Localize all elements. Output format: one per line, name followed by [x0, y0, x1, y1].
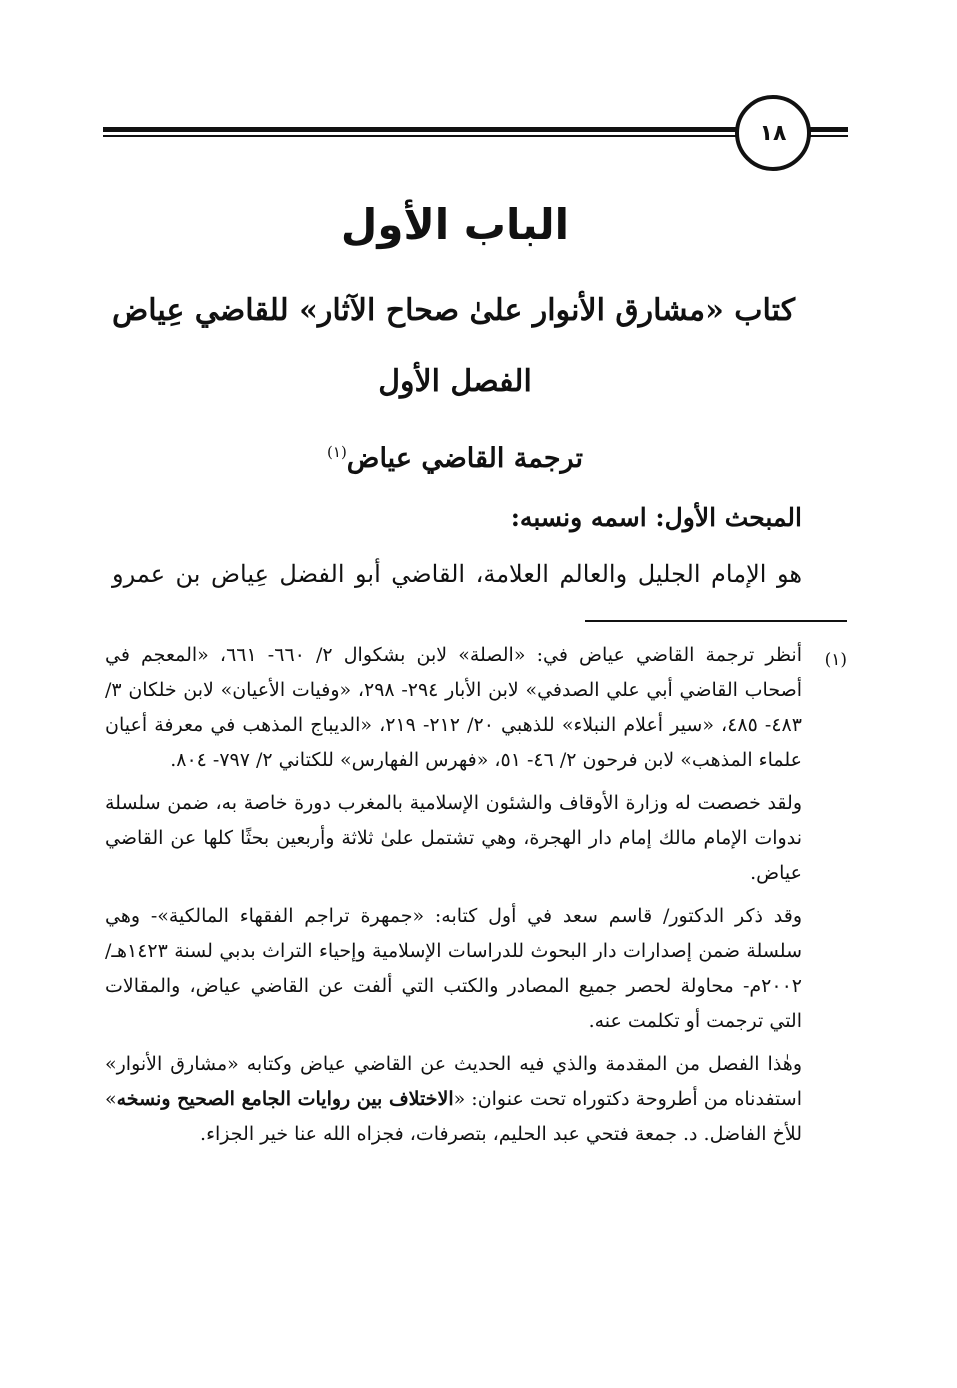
thesis-title: الاختلاف بين روايات الجامع الصحيح ونسخه [116, 1088, 454, 1110]
footnote-paragraph-3: وقد ذكر الدكتور/ قاسم سعد في أول كتابه: «جمهرة تراجم الفقهاء المالكية»- وهي سلسلة ضمن إصدارات دار البحوث للدراسات الإسلامية وإحياء التراث بدبي لسنة ١٤٢٣هـ/ ٢٠٠٢م- محاولة لحصر جميع المصادر والكتب التي ألفت عن القاضي عياض، والمقالات التي ترجمت أو تكلمت عنه. [105, 905, 802, 1032]
page-number: ١٨ [735, 95, 811, 171]
footnote-reference: (١) [327, 443, 347, 461]
footnote-separator [585, 620, 847, 622]
biography-title-text: ترجمة القاضي عياض [346, 443, 583, 474]
footnote-paragraph-1: أنظر ترجمة القاضي عياض في: «الصلة» لابن بشكوال ٢/ ٦٦٠- ٦٦١، «المعجم في أصحاب القاضي أبي علي الصدفي» لابن الأبار ٢٩٤- ٢٩٨، «وفيات الأعيان» لابن خلكان ٣/ ٤٨٣- ٤٨٥، «سير أعلام النبلاء» للذهبي ٢٠/ ٢١٢- ٢١٩، «الديباج المذهب في معرفة أعيان علماء المذهب» لابن فرحون ٢/ ٤٦- ٥١، «فهرس الفهارس» للكتاني ٢/ ٧٩٧- ٨٠٤. [105, 644, 803, 771]
footnotes [105, 638, 802, 1160]
footnote-paragraph-4-start: وهٰذا الفصل من المقدمة والذي فيه الحديث عن القاضي عياض وكتابه «مشارق الأنوار» استفدناه من أطروحة دكتوراه تحت عنوان: « [105, 1053, 802, 1110]
book-title: كتاب «مشارق الأنوار علىٰ صحاح الآثار» للقاضي عِياض [111, 293, 795, 328]
footnote-mark: (١) [824, 650, 847, 670]
footnote-paragraph-2: ولقد خصصت له وزارة الأوقاف والشئون الإسلامية بالمغرب دورة خاصة به، ضمن سلسلة ندوات الإمام مالك إمام دار الهجرة، وهي تشتمل علىٰ ثلاثة وأربعين بحثًا كلها عن القاضي عياض. [105, 792, 802, 884]
body-paragraph: هو الإمام الجليل والعالم العلامة، القاضي أبو الفضل عِياض بن عمرو [112, 560, 802, 588]
chapter-title: الفصل الأول [378, 364, 532, 399]
section-heading: المبحث الأول: اسمه ونسبه: [510, 503, 802, 532]
biography-title [105, 427, 805, 484]
footnote-paragraph-4-end: » للأخ الفاضل. د. جمعة فتحي عبد الحليم، بتصرفات، فجزاه الله عنا خير الجزاء. [105, 1088, 802, 1145]
footnote-paragraph-4 [105, 1047, 802, 1152]
part-title: الباب الأول [340, 200, 570, 249]
